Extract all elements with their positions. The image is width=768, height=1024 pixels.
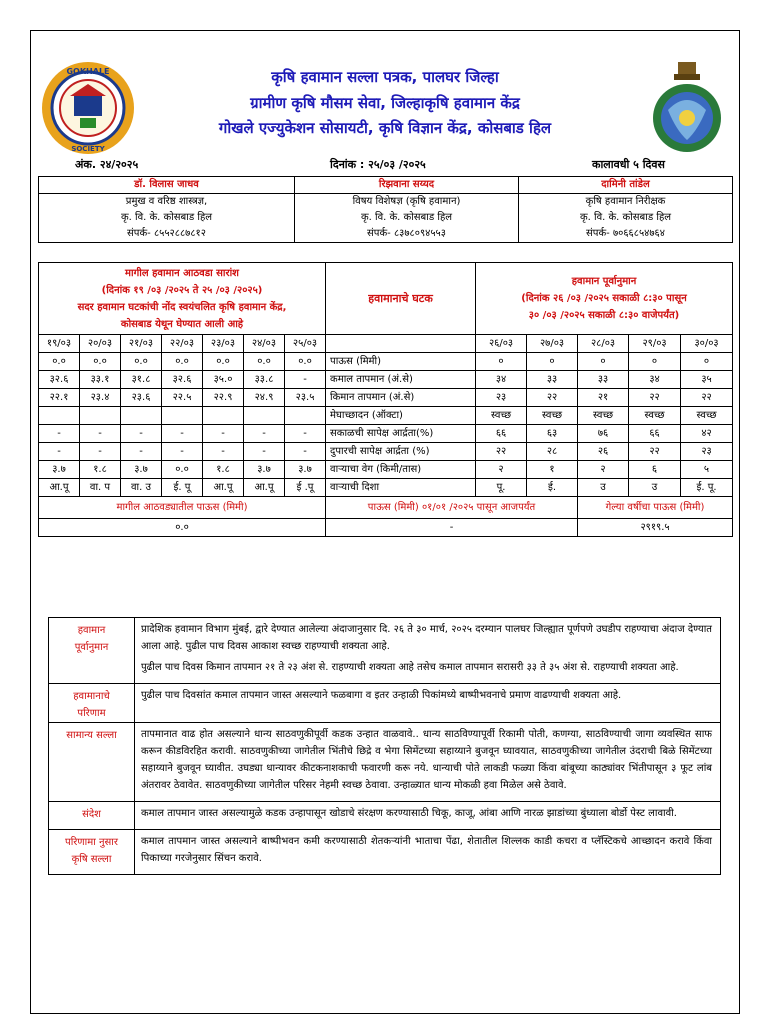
advisory-label-line: कृषि सल्ला	[71, 854, 112, 865]
forecast-range: (दिनांक २६ /०३ /२०२५ सकाळी ८:३० पासून	[521, 293, 687, 304]
forecast-value-cell: २२	[527, 389, 578, 407]
forecast-value-cell: पू.	[476, 479, 527, 497]
past-value-cell	[121, 407, 162, 425]
past-value-cell	[203, 407, 244, 425]
staff-place: कृ. वि. के. कोसबाड हिल	[295, 210, 519, 226]
forecast-date-cell: ३०/०३	[681, 335, 733, 353]
past-value-cell: २३.५	[285, 389, 326, 407]
forecast-value-cell: २२	[476, 443, 527, 461]
advisory-label	[49, 684, 135, 723]
past-week-range: (दिनांक १९ /०३ /२०२५ ते २५ /०३ /२०२५)	[101, 284, 263, 296]
past-value-cell: ०.०	[162, 461, 203, 479]
past-value-cell: -	[121, 425, 162, 443]
staff-role: विषय विशेषज्ञ (कृषि हवामान)	[295, 194, 519, 211]
forecast-value-cell: ३३	[578, 371, 629, 389]
past-value-cell: ०.०	[121, 353, 162, 371]
header-title-1: कृषि हवामान सल्ला पत्रक, पालघर जिल्हा	[271, 68, 499, 86]
past-date-cell: २०/०३	[80, 335, 121, 353]
past-value-cell: आ.पू	[203, 479, 244, 497]
forecast-value-cell: २३	[476, 389, 527, 407]
staff-table	[38, 176, 733, 243]
past-value-cell: -	[285, 425, 326, 443]
advisory-paragraph: कमाल तापमान जास्त असल्याने बाष्पीभवन कमी करण्यासाठी शेतकऱ्यांनी भाताचा पेंढा, शेतातील शिल्लक काडी कचरा व प्लॅस्टिकचे आच्छादन करावे किंवा पिकाच्या गरजेनुसार सिंचन करावे.	[141, 836, 712, 864]
advisory-paragraph: पुढील पाच दिवसांत कमाल तापमान जास्त असल्याने फळबागा व इतर उन्हाळी पिकांमध्ये बाष्पीभवनाचे प्रमाण वाढण्याची शक्यता आहे.	[141, 690, 622, 701]
forecast-value-cell: २	[578, 461, 629, 479]
past-value-cell: ०.०	[162, 353, 203, 371]
rain-last-year-value: २९१९.५	[578, 519, 733, 537]
advisory-text	[135, 618, 721, 684]
past-value-cell: -	[80, 443, 121, 461]
past-value-cell: २२.९	[203, 389, 244, 407]
advisory-label-line: पूर्वानुमान	[74, 642, 109, 653]
past-value-cell: ३.७	[39, 461, 80, 479]
rain-past-week-value: ०.०	[39, 519, 326, 537]
staff-phone: संपर्क- ७०६६८५४७६४	[519, 226, 733, 243]
past-week-title: मागील हवामान आठवडा सारांश	[125, 267, 239, 279]
rain-since-value: -	[326, 519, 578, 537]
past-value-cell: आ.पू	[244, 479, 285, 497]
svg-text:SOCIETY: SOCIETY	[71, 145, 105, 153]
forecast-date-cell: २६/०३	[476, 335, 527, 353]
past-value-cell: २४.९	[244, 389, 285, 407]
past-value-cell: ०.०	[203, 353, 244, 371]
advisory-paragraph: कमाल तापमान जास्त असल्यामुळे कडक उन्हापासून खोडाचे संरक्षण करण्यासाठी चिकू, काजू, आंबा आणि नारळ झाडांच्या बुंध्याला बोर्डो पेस्ट लावावी.	[141, 808, 677, 819]
advisory-row	[49, 684, 721, 723]
past-value-cell: ई .पू	[285, 479, 326, 497]
gokhale-society-logo	[40, 60, 136, 156]
forecast-value-cell: ३४	[629, 371, 681, 389]
past-value-cell: -	[80, 425, 121, 443]
forecast-value-cell: २२	[681, 389, 733, 407]
header-title-2: ग्रामीण कृषि मौसम सेवा, जिल्हाकृषि हवामान केंद्र	[250, 94, 520, 112]
forecast-date-cell: २८/०३	[578, 335, 629, 353]
advisory-row	[49, 830, 721, 875]
forecast-value-cell: स्वच्छ	[578, 407, 629, 425]
forecast-value-cell: ६६	[629, 425, 681, 443]
past-value-cell: ०.०	[285, 353, 326, 371]
forecast-value-cell: ६३	[527, 425, 578, 443]
svg-text:GOKHALE: GOKHALE	[66, 67, 110, 76]
past-week-note: सदर हवामान घटकांची नोंद स्वयंचलित कृषि हवामान केंद्र,	[77, 301, 287, 313]
advisory-label	[49, 618, 135, 684]
past-value-cell: ३५.०	[203, 371, 244, 389]
date-row	[39, 335, 733, 353]
past-value-cell: २३.४	[80, 389, 121, 407]
advisory-label-line: सामान्य सल्ला	[66, 730, 117, 741]
forecast-value-cell: ६६	[476, 425, 527, 443]
forecast-value-cell: स्वच्छ	[629, 407, 681, 425]
past-value-cell: ०.०	[80, 353, 121, 371]
imd-emblem-logo	[648, 60, 726, 160]
weather-parameter-label: मेघाच्छादन (ऑक्टा)	[326, 407, 476, 425]
past-value-cell: वा. प	[80, 479, 121, 497]
weather-parameter-label: कमाल तापमान (अं.से)	[326, 371, 476, 389]
advisory-table	[48, 617, 721, 875]
weather-parameter-label: दुपारची सापेक्ष आर्द्रता (%)	[326, 443, 476, 461]
forecast-value-cell: ०	[629, 353, 681, 371]
advisory-label-line: संदेश	[82, 809, 101, 820]
staff-name: डॉ. विलास जाधव	[39, 177, 295, 194]
past-value-cell: ई. पू	[162, 479, 203, 497]
forecast-title: हवामान पूर्वानुमान	[571, 276, 637, 287]
advisory-label	[49, 802, 135, 830]
past-value-cell: ३३.१	[80, 371, 121, 389]
forecast-value-cell: ७६	[578, 425, 629, 443]
advisory-label	[49, 830, 135, 875]
past-value-cell	[244, 407, 285, 425]
weather-row	[39, 389, 733, 407]
advisory-text	[135, 723, 721, 802]
past-value-cell	[162, 407, 203, 425]
staff-role: प्रमुख व वरिष्ठ शास्त्रज्ञ,	[39, 194, 295, 211]
past-value-cell: ०.०	[244, 353, 285, 371]
forecast-value-cell: ई. पू.	[681, 479, 733, 497]
staff-phone: संपर्क- ८५५२८८७८१२	[39, 226, 295, 243]
forecast-value-cell: ६	[629, 461, 681, 479]
weather-row	[39, 371, 733, 389]
weather-parameter-label: किमान तापमान (अं.से)	[326, 389, 476, 407]
advisory-paragraph: प्रादेशिक हवामान विभाग मुंबई, द्वारे देण्यात आलेल्या अंदाजानुसार दि. २६ ते ३० मार्च, २०२५ दरम्यान पालघर जिल्ह्यात पूर्णपणे उघडीप राहण्याचा अंदाज देण्यात आला आहे. पुढील पाच दिवस आकाश स्वच्छ राहण्याची शक्यता आहे.	[141, 624, 712, 652]
past-value-cell: २२.५	[162, 389, 203, 407]
past-value-cell: -	[285, 443, 326, 461]
weather-parameter-label: वाऱ्याचा वेग (किमी/तास)	[326, 461, 476, 479]
advisory-row	[49, 723, 721, 802]
past-value-cell: २२.१	[39, 389, 80, 407]
advisory-label	[49, 723, 135, 802]
past-value-cell	[80, 407, 121, 425]
forecast-value-cell: स्वच्छ	[681, 407, 733, 425]
staff-place: कृ. वि. के. कोसबाड हिल	[39, 210, 295, 226]
past-value-cell: -	[285, 371, 326, 389]
weather-parameter-label: पाऊस (मिमी)	[326, 353, 476, 371]
forecast-value-cell: ई.	[527, 479, 578, 497]
advisory-paragraph: पुढील पाच दिवस किमान तापमान २१ ते २३ अंश से. राहण्याची शक्यता आहे तसेच कमाल तापमान सरासरी ३३ ते ३५ अंश से. राहण्याची शक्यता आहे.	[141, 662, 679, 673]
past-value-cell: २३.६	[121, 389, 162, 407]
forecast-range: ३० /०३ /२०२५ सकाळी ८:३० वाजेपर्यंत)	[528, 310, 680, 321]
past-value-cell: -	[39, 425, 80, 443]
forecast-value-cell: ०	[476, 353, 527, 371]
advisory-text	[135, 802, 721, 830]
parameter-blank-cell	[326, 335, 476, 353]
weather-row	[39, 353, 733, 371]
weather-row	[39, 407, 733, 425]
past-date-cell: २१/०३	[121, 335, 162, 353]
rain-since-label: पाऊस (मिमी) ०१/०१ /२०२५ पासून आजपर्यंत	[326, 497, 578, 519]
rain-past-week-label: मागील आठवड्यातील पाऊस (मिमी)	[39, 497, 326, 519]
past-value-cell: -	[203, 443, 244, 461]
weather-row	[39, 425, 733, 443]
weather-parameter-label: सकाळची सापेक्ष आर्द्रता(%)	[326, 425, 476, 443]
weather-parameter-label: वाऱ्याची दिशा	[326, 479, 476, 497]
forecast-value-cell: २२	[629, 443, 681, 461]
advisory-label-line: परिणामा नुसार	[65, 837, 118, 848]
past-value-cell: आ.पू	[39, 479, 80, 497]
weather-row	[39, 443, 733, 461]
past-date-cell: २३/०३	[203, 335, 244, 353]
issue-number: अंक. २४/२०२५	[75, 158, 139, 171]
past-date-cell: २५/०३	[285, 335, 326, 353]
rain-last-year-label: गेल्या वर्षीचा पाऊस (मिमी)	[578, 497, 733, 519]
past-value-cell: ३१.८	[121, 371, 162, 389]
forecast-value-cell: ०	[527, 353, 578, 371]
advisory-label-line: हवामान	[77, 625, 106, 636]
header-title-3: गोखले एज्युकेशन सोसायटी, कृषि विज्ञान केंद्र, कोसबाड हिल	[218, 119, 552, 137]
weather-parameter-header: हवामानाचे घटक	[326, 263, 476, 335]
forecast-value-cell: उ	[578, 479, 629, 497]
forecast-date-cell: २७/०३	[527, 335, 578, 353]
forecast-value-cell: ०	[578, 353, 629, 371]
advisory-paragraph: तापमानात वाढ होत असल्याने धान्य साठवणुकीपूर्वी कडक उन्हात वाळवावे.. धान्य साठविण्यापूर्वी रिकामी पोती, कणग्या, साठविण्याची जागा व्यवस्थित साफ करून कीडविरहित करावी. साठवणुकीच्या जागेतील भिंतीचे छिद्रे व भेगा सिमेंटच्या सहाय्याने बुजवून घ्यावयात, साठवणुकीच्या जागेतील उंदराची बिळे सिमेंटच्या सहाय्याने बुजवून घ्यावीत. उघड्या धान्यावर कीटकनाशकाची फवारणी करू नये. धान्याची पोते लाकडी फळ्या किंवा बांबूच्या काठ्यांवर भिंतीपासून ३ फूट लांब अंतरावर ठेवावेत. साठवणुकीच्या जागेतील परिसर नेहमी स्वच्छ ठेवावा. उन्हाळ्यात धान्य मोकळी हवा मिळेल असे ठेवावे.	[141, 729, 712, 791]
advisory-label-line: हवामानाचे	[73, 691, 110, 702]
past-value-cell	[39, 407, 80, 425]
past-value-cell: -	[244, 443, 285, 461]
forecast-value-cell: २२	[629, 389, 681, 407]
forecast-value-cell: २८	[527, 443, 578, 461]
past-value-cell: ३२.६	[39, 371, 80, 389]
forecast-value-cell: ३३	[527, 371, 578, 389]
past-value-cell: ३.७	[285, 461, 326, 479]
past-value-cell: ३.७	[121, 461, 162, 479]
past-value-cell: १.८	[203, 461, 244, 479]
advisory-label-line: परिणाम	[77, 708, 106, 719]
past-date-cell: १९/०३	[39, 335, 80, 353]
staff-phone: संपर्क- ८३७८०९४५५३	[295, 226, 519, 243]
past-value-cell: १.८	[80, 461, 121, 479]
forecast-value-cell: ३४	[476, 371, 527, 389]
advisory-row	[49, 802, 721, 830]
advisory-row	[49, 618, 721, 684]
forecast-date-cell: २९/०३	[629, 335, 681, 353]
past-value-cell: वा. उ	[121, 479, 162, 497]
forecast-value-cell: स्वच्छ	[476, 407, 527, 425]
past-value-cell: ३.७	[244, 461, 285, 479]
staff-place: कृ. वि. के. कोसबाड हिल	[519, 210, 733, 226]
forecast-value-cell: ४२	[681, 425, 733, 443]
past-value-cell: -	[162, 443, 203, 461]
forecast-value-cell: १	[527, 461, 578, 479]
validity-period: कालावधी ५ दिवस	[592, 158, 665, 171]
weather-row	[39, 479, 733, 497]
staff-role: कृषि हवामान निरीक्षक	[519, 194, 733, 211]
past-value-cell: -	[39, 443, 80, 461]
past-value-cell: ३२.६	[162, 371, 203, 389]
forecast-value-cell: ०	[681, 353, 733, 371]
past-week-note: कोसबाड येथून घेण्यात आली आहे	[120, 318, 244, 330]
forecast-value-cell: स्वच्छ	[527, 407, 578, 425]
forecast-value-cell: २३	[681, 443, 733, 461]
forecast-value-cell: २	[476, 461, 527, 479]
past-value-cell: -	[203, 425, 244, 443]
forecast-value-cell: उ	[629, 479, 681, 497]
past-date-cell: २२/०३	[162, 335, 203, 353]
forecast-value-cell: २६	[578, 443, 629, 461]
past-value-cell: ०.०	[39, 353, 80, 371]
past-value-cell: -	[244, 425, 285, 443]
past-value-cell: ३३.८	[244, 371, 285, 389]
advisory-text	[135, 830, 721, 875]
forecast-value-cell: २१	[578, 389, 629, 407]
past-value-cell	[285, 407, 326, 425]
staff-name: दामिनी तांडेल	[519, 177, 733, 194]
past-date-cell: २४/०३	[244, 335, 285, 353]
weather-table	[38, 262, 733, 537]
forecast-value-cell: ५	[681, 461, 733, 479]
staff-name: रिझवाना सय्यद	[295, 177, 519, 194]
issue-date: दिनांक : २५/०३ /२०२५	[330, 158, 426, 171]
advisory-text	[135, 684, 721, 723]
weather-row	[39, 461, 733, 479]
forecast-value-cell: ३५	[681, 371, 733, 389]
past-value-cell: -	[121, 443, 162, 461]
past-value-cell: -	[162, 425, 203, 443]
